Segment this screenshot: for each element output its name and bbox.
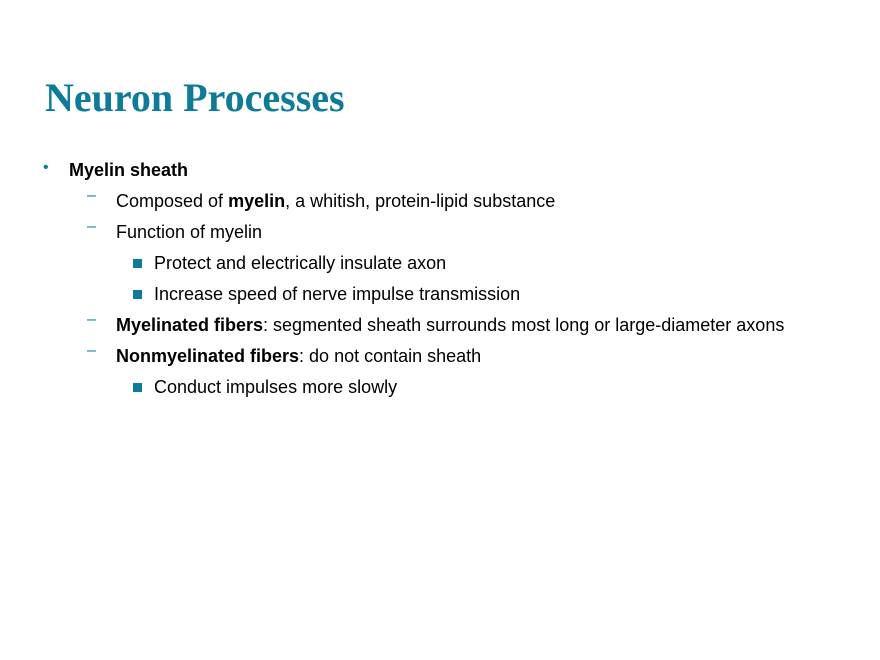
- bullet-text: Conduct impulses more slowly: [154, 377, 398, 397]
- bullet-text: Protect and electrically insulate axon: [154, 253, 447, 273]
- bullet-protect: [0, 251, 880, 275]
- dash-bullet-icon: –: [87, 187, 96, 204]
- bullet-text: Myelin sheath: [69, 160, 189, 180]
- bullet-text: , a whitish, protein-lipid substance: [285, 191, 556, 211]
- bullet-text: Composed of: [116, 191, 229, 211]
- bullet-increase: [0, 282, 880, 306]
- square-bullet-icon: [133, 383, 142, 392]
- bullet-text: : segmented sheath surrounds most long or large-diameter axons: [263, 315, 785, 335]
- bullet-function: [0, 220, 880, 244]
- round-bullet-icon: •: [43, 159, 49, 176]
- bullet-text: : do not contain sheath: [299, 346, 482, 366]
- bullet-conduct: [0, 375, 880, 399]
- bullet-myelin-sheath: [0, 158, 880, 182]
- bullet-composed: [0, 189, 880, 213]
- bullet-bold-term: Myelinated fibers: [116, 315, 264, 335]
- bullet-list: [0, 158, 880, 406]
- dash-bullet-icon: –: [87, 342, 96, 359]
- bullet-text: Increase speed of nerve impulse transmission: [154, 284, 521, 304]
- square-bullet-icon: [133, 290, 142, 299]
- dash-bullet-icon: –: [87, 311, 96, 328]
- bullet-bold-term: Nonmyelinated fibers: [116, 346, 300, 366]
- bullet-myelinated: [0, 313, 880, 337]
- slide-title: Neuron Processes: [45, 75, 345, 120]
- bullet-bold-term: myelin: [228, 191, 286, 211]
- bullet-nonmyelinated: [0, 344, 880, 368]
- square-bullet-icon: [133, 259, 142, 268]
- dash-bullet-icon: –: [87, 218, 96, 235]
- bullet-text: Function of myelin: [116, 222, 263, 242]
